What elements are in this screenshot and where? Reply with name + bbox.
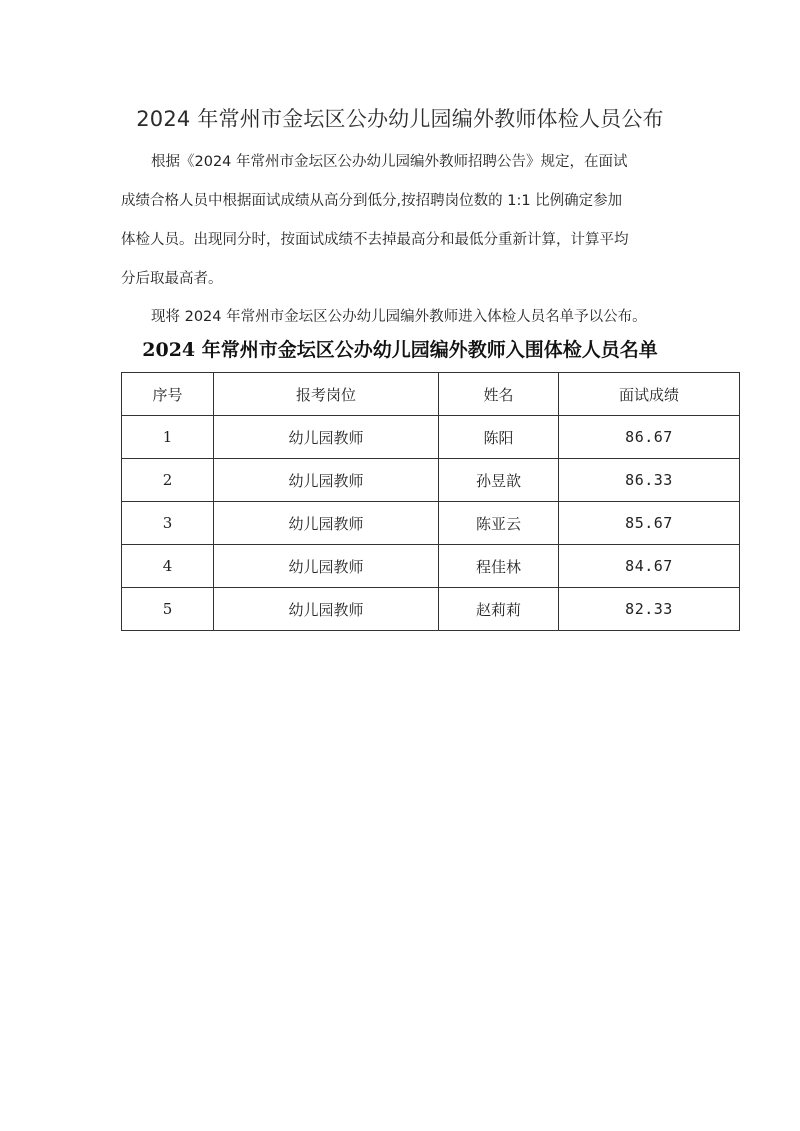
announcement-line: 现将 2024 年常州市金坛区公办幼儿园编外教师进入体检人员名单予以公布。 xyxy=(151,309,647,325)
cell-name: 赵莉莉 xyxy=(439,588,559,631)
cell-position: 幼儿园教师 xyxy=(214,459,439,502)
cell-serial-number: 2 xyxy=(122,459,214,502)
table-row xyxy=(122,545,740,588)
table-row xyxy=(122,588,740,631)
cell-name: 程佳林 xyxy=(439,545,559,588)
cell-position: 幼儿园教师 xyxy=(214,416,439,459)
cell-score: 85.67 xyxy=(559,502,740,545)
cell-name: 陈亚云 xyxy=(439,502,559,545)
cell-score: 84.67 xyxy=(559,545,740,588)
candidate-table xyxy=(121,372,740,631)
intro-line: 体检人员。出现同分时，按面试成绩不去掉最高分和最低分重新计算，计算平均 xyxy=(121,232,629,248)
cell-name: 孙昱歆 xyxy=(439,459,559,502)
cell-position: 幼儿园教师 xyxy=(214,545,439,588)
table-row xyxy=(122,459,740,502)
cell-serial-number: 5 xyxy=(122,588,214,631)
intro-line: 成绩合格人员中根据面试成绩从高分到低分,按招聘岗位数的 1:1 比例确定参加 xyxy=(121,193,623,209)
cell-serial-number: 4 xyxy=(122,545,214,588)
header-serial-number: 序号 xyxy=(122,373,214,416)
cell-serial-number: 1 xyxy=(122,416,214,459)
intro-line: 分后取最高者。 xyxy=(121,271,223,287)
announcement-paragraph xyxy=(121,298,696,337)
table-title: 2024 年常州市金坛区公办幼儿园编外教师入围体检人员名单 xyxy=(142,339,658,361)
header-name: 姓名 xyxy=(439,373,559,416)
table-header-row xyxy=(122,373,740,416)
cell-name: 陈阳 xyxy=(439,416,559,459)
intro-line: 根据《2024 年常州市金坛区公办幼儿园编外教师招聘公告》规定，在面试 xyxy=(151,154,628,170)
cell-serial-number: 3 xyxy=(122,502,214,545)
cell-score: 86.67 xyxy=(559,416,740,459)
cell-position: 幼儿园教师 xyxy=(214,502,439,545)
table-row xyxy=(122,416,740,459)
page-title: 2024 年常州市金坛区公办幼儿园编外教师体检人员公布 xyxy=(136,107,664,131)
intro-paragraph xyxy=(121,143,696,299)
header-position: 报考岗位 xyxy=(214,373,439,416)
cell-score: 82.33 xyxy=(559,588,740,631)
table-row xyxy=(122,502,740,545)
cell-position: 幼儿园教师 xyxy=(214,588,439,631)
header-interview-score: 面试成绩 xyxy=(559,373,740,416)
cell-score: 86.33 xyxy=(559,459,740,502)
